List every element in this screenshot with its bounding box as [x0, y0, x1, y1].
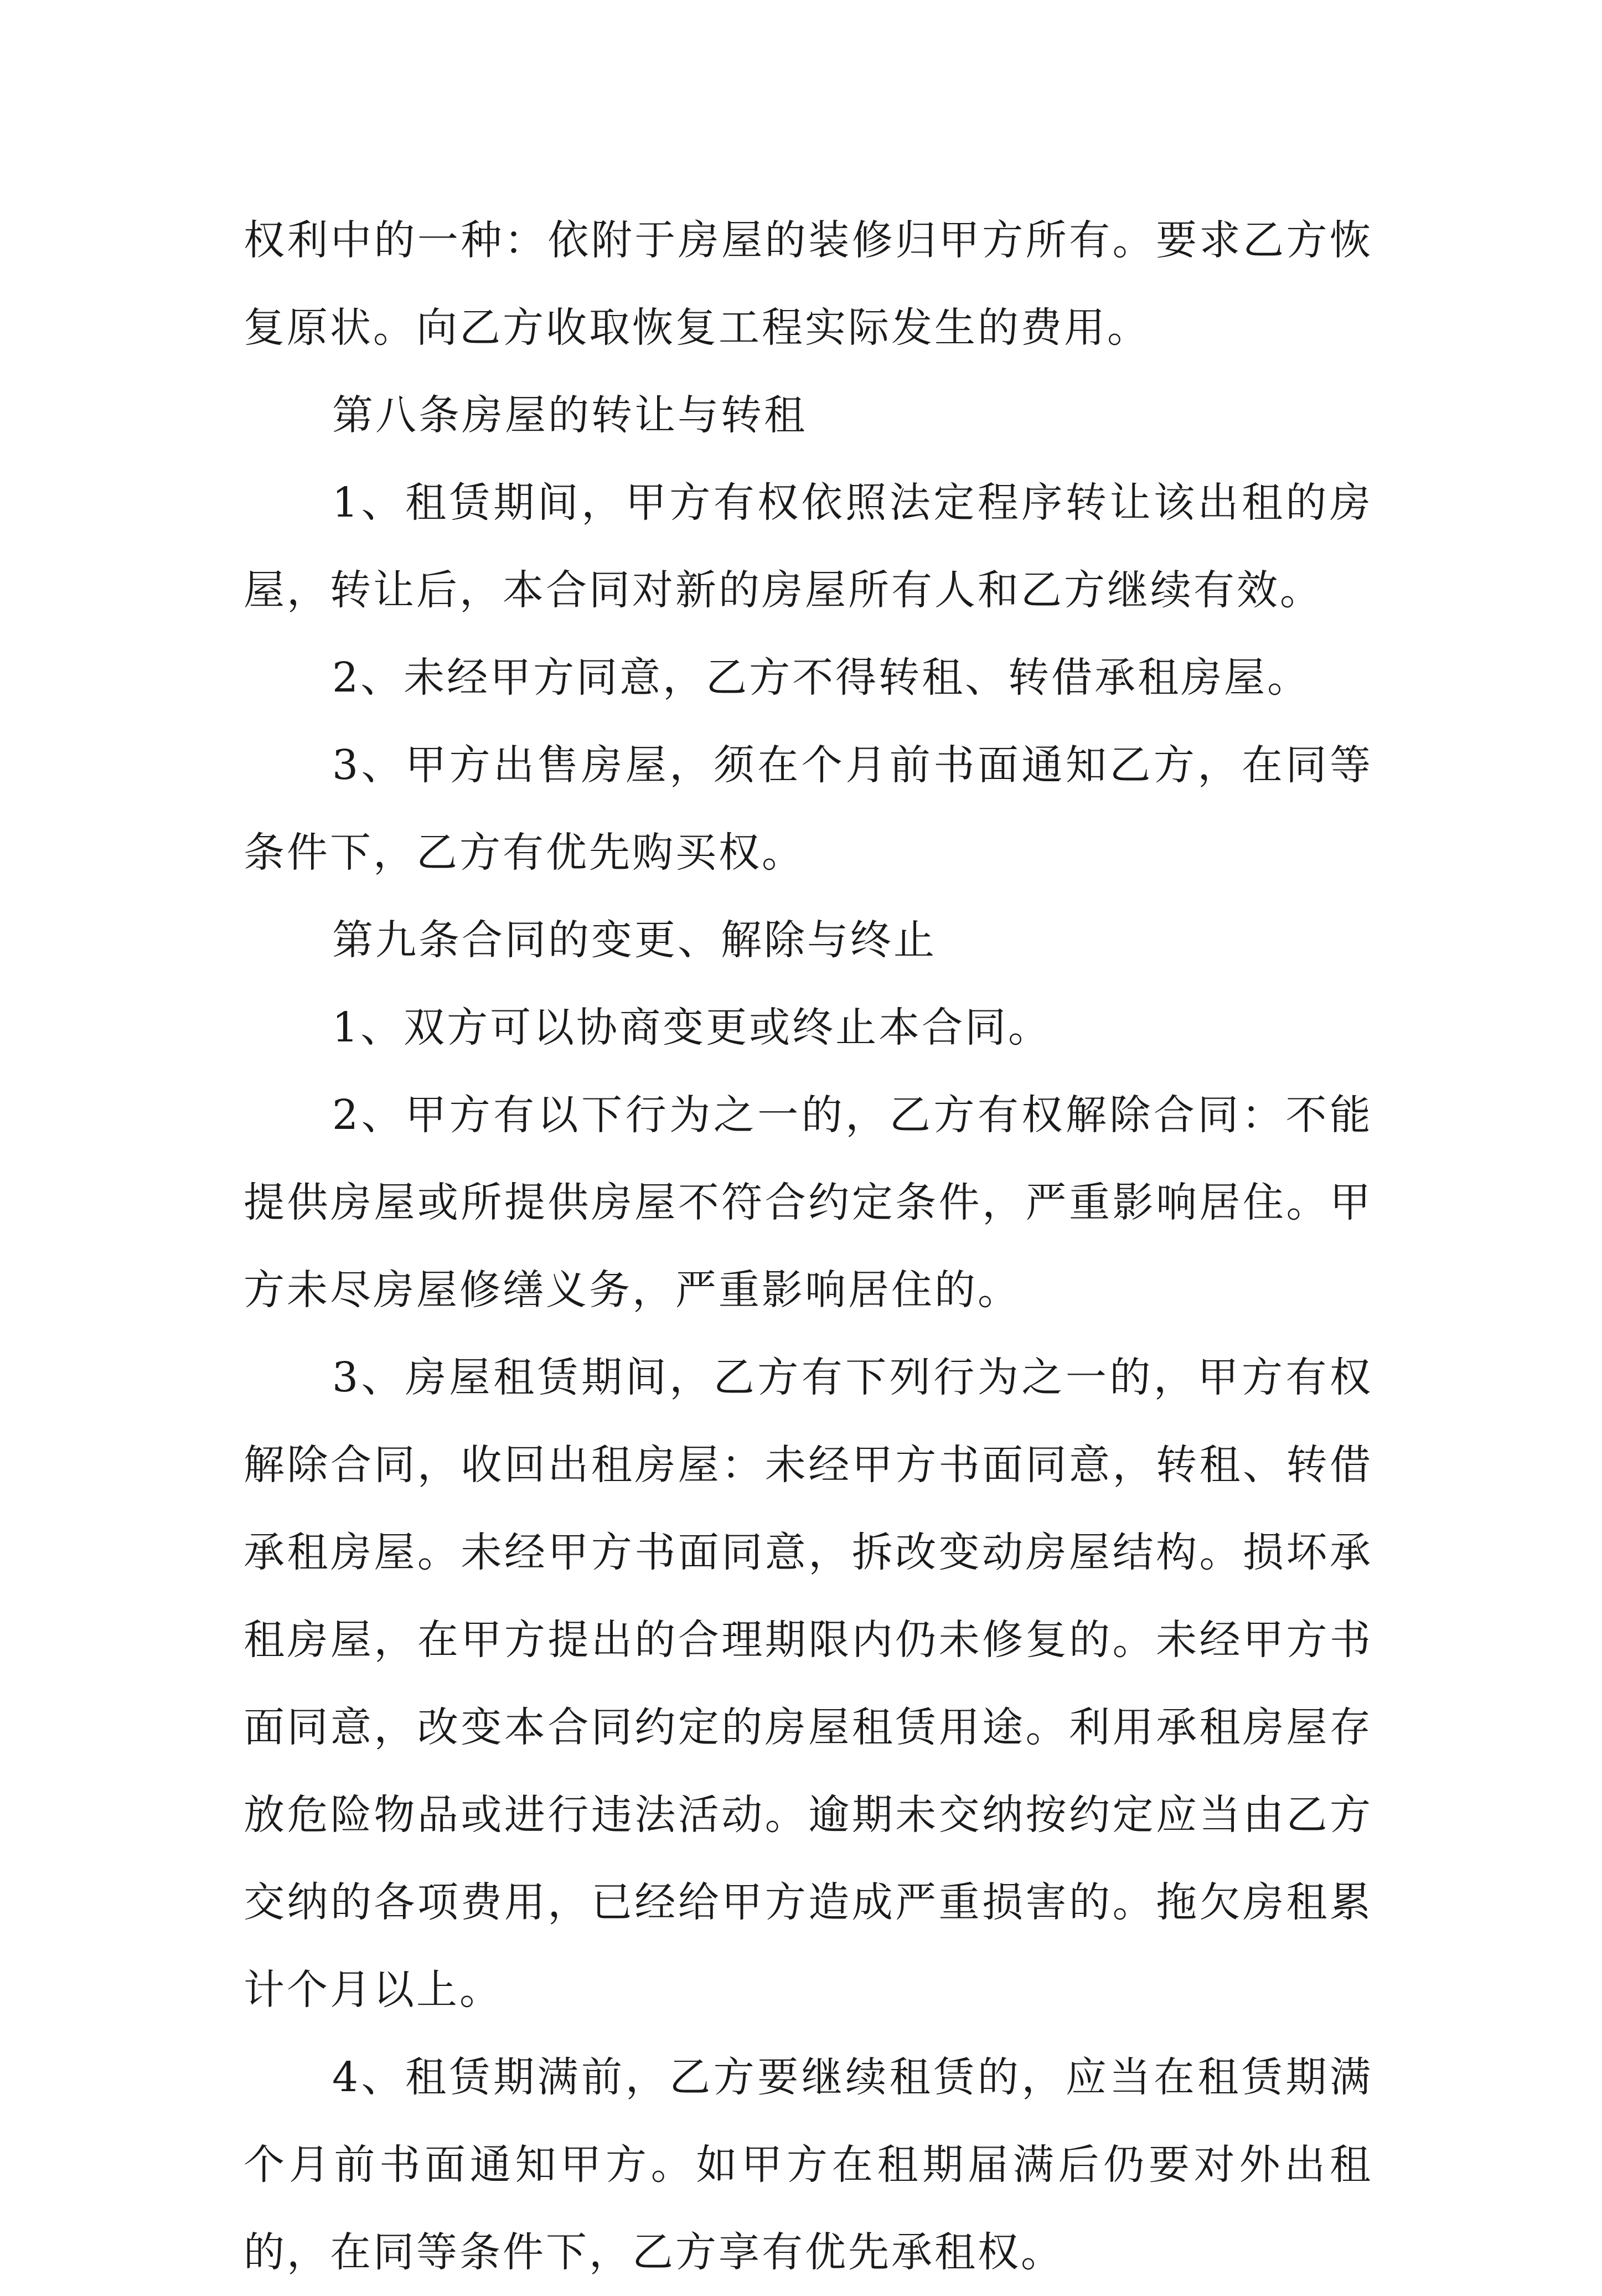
document-body	[244, 197, 1373, 2296]
article-8-clause-3: 3、甲方出售房屋，须在个月前书面通知乙方，在同等条件下，乙方有优先购买权。	[244, 741, 1373, 876]
article-9-clause-3: 3、房屋租赁期间，乙方有下列行为之一的，甲方有权解除合同，收回出租房屋：未经甲方书面同意，转租、转借承租房屋。未经甲方书面同意，拆改变动房屋结构。损坏承租房屋，在甲方提出的合理期限内仍未修复的。未经甲方书面同意，改变本合同约定的房屋租赁用途。利用承租房屋存放危险物品或进行违法活动。逾期未交纳按约定应当由乙方交纳的各项费用，已经给甲方造成严重损害的。拖欠房租累计个月以上。	[244, 1354, 1373, 2014]
article-9-heading: 第九条合同的变更、解除与终止	[332, 916, 937, 964]
paragraph-continuation: 权利中的一种：依附于房屋的装修归甲方所有。要求乙方恢复原状。向乙方收取恢复工程实际发生的费用。	[244, 216, 1373, 352]
article-9-clause-2: 2、甲方有以下行为之一的，乙方有权解除合同：不能提供房屋或所提供房屋不符合约定条件，严重影响居住。甲方未尽房屋修缮义务，严重影响居住的。	[244, 1091, 1373, 1314]
article-8-clause-1: 1、租赁期间，甲方有权依照法定程序转让该出租的房屋，转让后，本合同对新的房屋所有人和乙方继续有效。	[244, 479, 1373, 614]
article-8-heading: 第八条房屋的转让与转租	[332, 391, 807, 439]
article-8-clause-2: 2、未经甲方同意，乙方不得转租、转借承租房屋。	[332, 654, 1311, 701]
article-9-clause-4: 4、租赁期满前，乙方要继续租赁的，应当在租赁期满个月前书面通知甲方。如甲方在租期届满后仍要对外出租的，在同等条件下，乙方享有优先承租权。	[244, 2053, 1373, 2276]
article-9-clause-1: 1、双方可以协商变更或终止本合同。	[332, 1004, 1052, 1051]
